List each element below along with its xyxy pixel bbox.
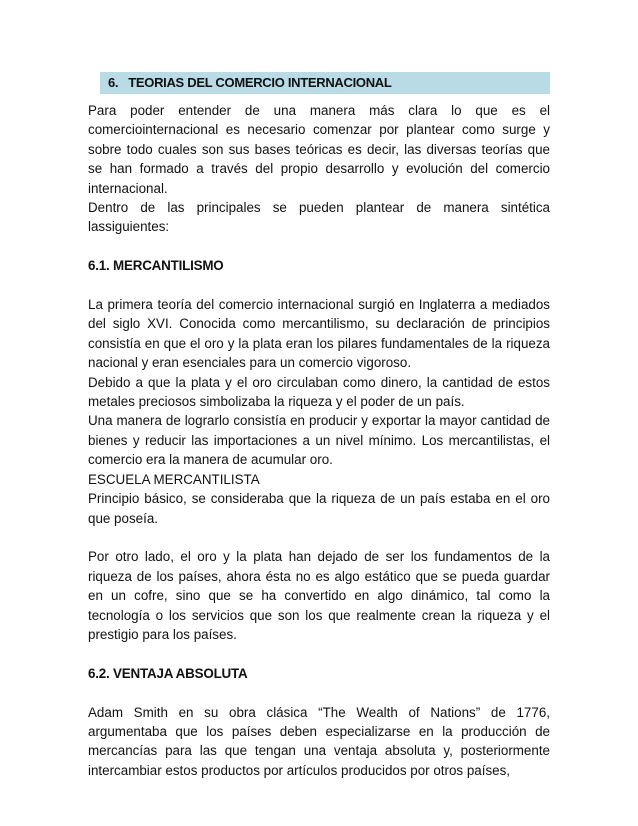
section-heading-bar xyxy=(100,72,550,94)
ventaja-absoluta-heading: 6.2. VENTAJA ABSOLUTA xyxy=(88,665,248,681)
spacer xyxy=(88,644,550,663)
mercantilismo-paragraph-6: Por otro lado, el oro y la plata han dejado de ser los fundamentos de la riqueza de los países, ahora ésta no es algo estático que se pueda guardar en un cofre, sino que se ha convertido en algo dinámico, tal como la tecnología o los servicios que son los que realmente crean la riqueza y el prestigio para los países. xyxy=(88,549,550,642)
mercantilismo-paragraph-5: Principio básico, se consideraba que la riqueza de un país estaba en el oro que poseía. xyxy=(88,491,550,526)
mercantilismo-subheading: ESCUELA MERCANTILISTA xyxy=(88,471,260,487)
section-title: TEORIAS DEL COMERCIO INTERNACIONAL xyxy=(128,75,392,90)
mercantilismo-heading: 6.1. MERCANTILISMO xyxy=(88,258,224,274)
mercantilismo-paragraph-1: La primera teoría del comercio internacional surgió en Inglaterra a mediados del siglo XVI. Conocida como mercantilismo, su declaración de principios consistía en que el oro y la plata eran los pilares fundamentales de la riqueza nacional y eran esenciales para un comercio vigoroso. xyxy=(88,297,550,371)
document-body xyxy=(88,101,550,780)
section-number: 6. xyxy=(108,75,119,90)
mercantilismo-paragraph-2: Debido a que la plata y el oro circulaban como dinero, la cantidad de estos metales preciosos simbolizaba la riqueza y el poder de un país. xyxy=(88,374,550,410)
intro-paragraph-2: Dentro de las principales se pueden plantear de manera sintética lassiguientes: xyxy=(88,200,550,235)
spacer xyxy=(88,683,550,702)
spacer xyxy=(88,237,550,256)
ventaja-absoluta-paragraph-1: Adam Smith en su obra clásica “The Wealth of Nations” de 1776, argumentaba que los países deben especializarse en la producción de mercancías para las que tengan una ventaja absoluta y, posteriormente intercambiar estos productos por artículos producidos por otros países, xyxy=(88,704,550,778)
intro-paragraph-1: Para poder entender de una manera más clara lo que es el comerciointernacional es necesario comenzar por plantear como surge y sobre todo cuales son sus bases teóricas es decir, las diversas teorías que se han formado a través del propio desarrollo y evolución del comercio internacional. xyxy=(88,103,550,196)
spacer xyxy=(88,276,550,295)
spacer xyxy=(88,528,550,547)
mercantilismo-paragraph-3: Una manera de lograrlo consistía en producir y exportar la mayor cantidad de bienes y reducir las importaciones a un nivel mínimo. Los mercantilistas, el comercio era la manera de acumular oro. xyxy=(88,413,550,468)
